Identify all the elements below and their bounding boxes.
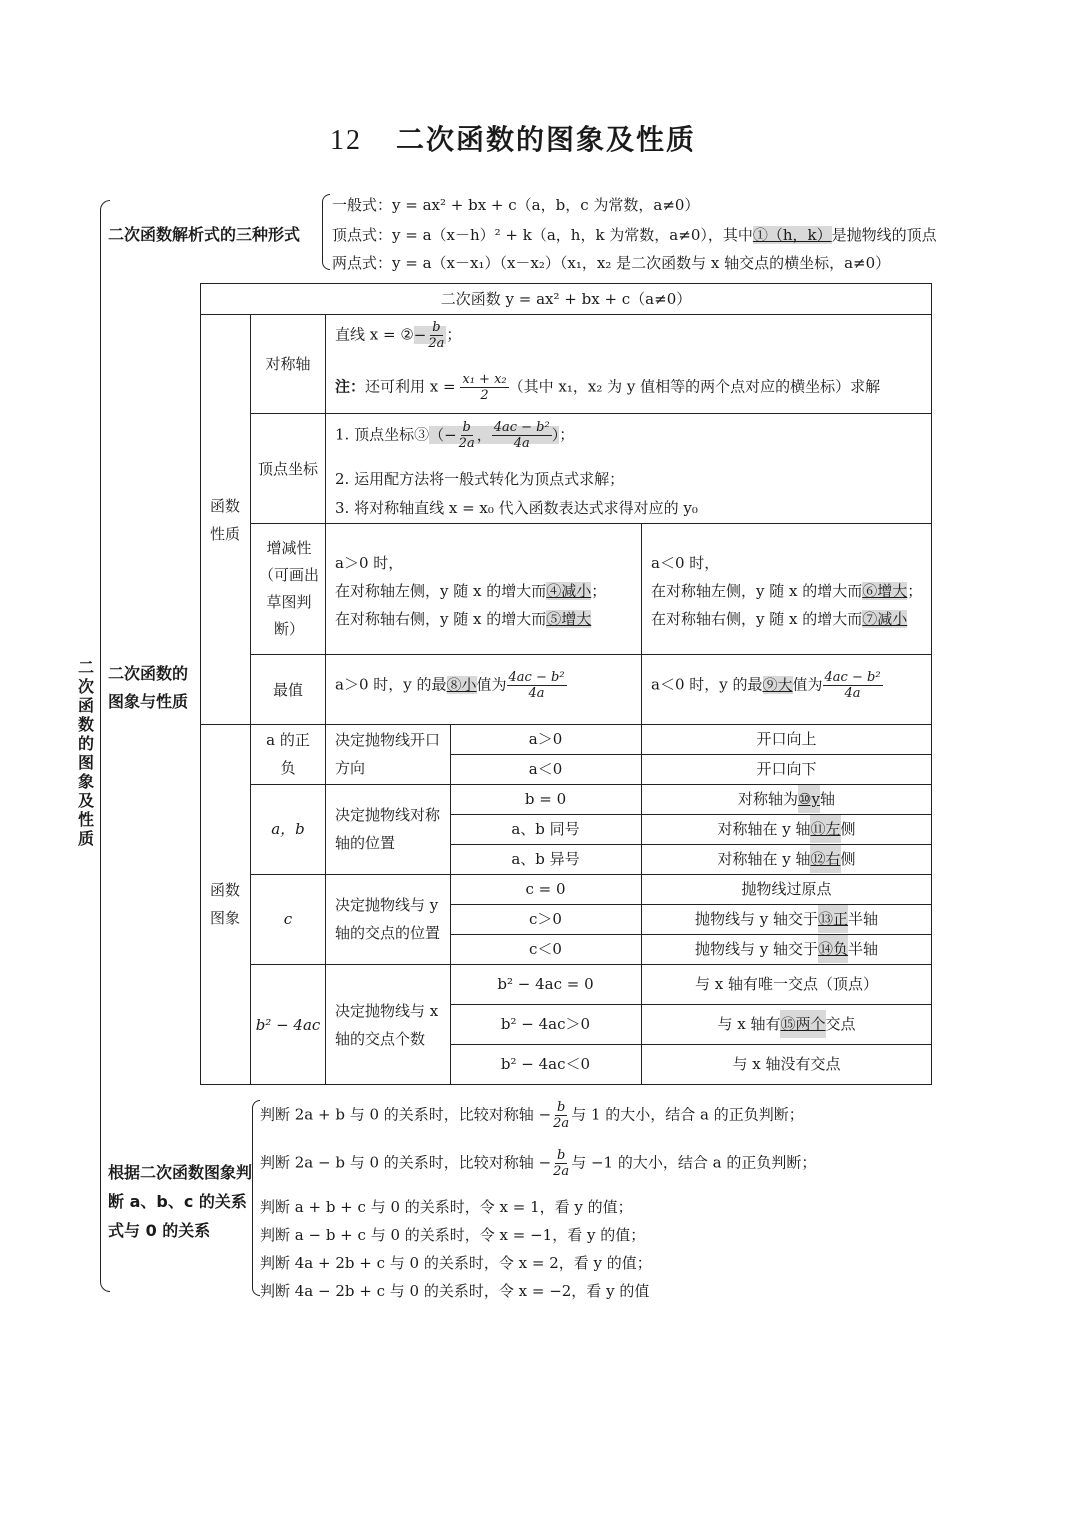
vertex-item2: 2. 运用配方法将一般式转化为顶点式求解； [335,470,625,488]
judge-label: 根据二次函数图象判断 a、b、c 的关系式与 0 的关系 [108,1163,253,1240]
answer-1: ①（h，k） [752,226,832,244]
a-sign-cond-1: a＜0 [528,760,563,778]
disc-label: b² − 4ac [255,1015,321,1034]
c-result-1: 抛物线与 y 轴交于 ⑬正 半轴 [641,904,932,934]
a-sign-label: a 的正负 [266,731,310,777]
forms-brace [322,194,330,270]
vertex-item3: 3. 将对称轴直线 x = x₀ 代入函数表达式求得对应的 y₀ [335,499,698,517]
answer-6: ⑥增大 [862,582,908,600]
disc-result-1: 与 x 轴有 ⑮两个 交点 [641,1004,932,1044]
graph-group-label: 函数图象 [209,881,240,927]
a-sign-cond-0: a＞0 [528,730,563,748]
a-sign-result-1: 开口向下 [756,760,817,778]
judge-line3: 判断 a + b + c 与 0 的关系时，令 x = 1，看 y 的值； [260,1198,633,1216]
answer-5: ⑤增大 [546,610,592,628]
ab-cond-1: a、b 同号 [511,820,580,838]
ab-desc: 决定抛物线对称轴的位置 [335,806,441,852]
title-number: 12 [330,125,362,156]
mono-neg-right: 在对称轴右侧，y 随 x 的增大而⑦减小 [651,610,908,628]
judge-brace [252,1100,260,1296]
answer-4: ④减小 [546,582,592,600]
forms-label: 二次函数解析式的三种形式 [108,225,301,244]
section2-label: 二次函数的图象与性质 [108,664,189,711]
disc-cond-1: b² − 4ac＞0 [500,1015,591,1033]
mono-neg-left: 在对称轴左侧，y 随 x 的增大而⑥增大； [651,582,923,600]
table-header: 二次函数 y = ax² + bx + c（a≠0） [440,290,692,308]
c-desc: 决定抛物线与 y 轴的交点的位置 [335,896,441,942]
properties-group-label: 函数性质 [209,497,240,543]
c-cond-1: c＞0 [529,910,562,928]
a-sign-result-0: 开口向上 [756,730,817,748]
answer-9: ⑨大 [762,675,793,694]
intercept-form: 两点式：y = a（x－x₁）（x－x₂）（x₁，x₂ 是二次函数与 x 轴交点的横坐标，a≠0） [332,254,891,272]
main-label: 二次函数的图象及性质 [77,658,94,848]
answer-2: − $\frac{b}{2a}$ [413,320,445,351]
ab-result-2: 对称轴在 y 轴 ⑫右 侧 [641,844,932,874]
c-cond-2: c＜0 [529,940,562,958]
judge-line2: 判断 2a − b 与 0 的关系时，比较对称轴 − $\frac{b}{2a}$ 与 −1 的大小，结合 a 的正负判断； [260,1148,817,1179]
vertex-item1: 1. 顶点坐标③（− $\frac{b}{2a}$ ， $\frac{\text{4ac − b²}}{4a}$ ）； [335,420,575,451]
axis-line1: 直线 x = ②− $\frac{b}{2a}$ ； [335,320,462,351]
mono-pos-cond: a＞0 时， [335,554,404,572]
vertex-form-tail: 是抛物线的顶点 [831,226,937,244]
extreme-neg: a＜0 时，y 的最⑨大值为 $\frac{\text{4ac − b²}}{4a}$ [651,670,881,701]
vertex-form [332,224,937,245]
vertex-form-text: 顶点式：y = a（x－h）² + k（a，h，k 为常数，a≠0），其中 [332,226,753,244]
monotonic-label: 增减性（可画出草图判断） [258,539,319,638]
axis-note: 注：还可利用 x = $\frac{\text{x₁ + x₂}}{2}$ （其中 x₁，x₂ 为 y 值相等的两个点对应的横坐标）求解 [335,372,881,403]
note-label: 注： [335,377,366,396]
c-result-0: 抛物线过原点 [741,880,832,898]
disc-result-2: 与 x 轴没有交点 [732,1055,841,1073]
ab-cond-2: a、b 异号 [511,850,580,868]
c-result-2: 抛物线与 y 轴交于 ⑭负 半轴 [641,934,932,964]
mono-pos-left: 在对称轴左侧，y 随 x 的增大而④减小； [335,582,607,600]
axis-label: 对称轴 [265,354,311,373]
ab-result-0: 对称轴为 ⑩y 轴 [641,784,932,814]
ab-result-1: 对称轴在 y 轴 ⑪左 侧 [641,814,932,844]
disc-desc: 决定抛物线与 x 轴的交点个数 [335,1001,439,1048]
judge-line4: 判断 a − b + c 与 0 的关系时，令 x = −1，看 y 的值； [260,1226,646,1244]
a-sign-desc: 决定抛物线开口方向 [335,731,441,777]
c-label: c [283,910,293,928]
answer-8: ⑧小 [446,675,477,694]
ab-cond-0: b = 0 [524,790,567,808]
disc-result-0: 与 x 轴有唯一交点（顶点） [695,975,878,993]
judge-line5: 判断 4a + 2b + c 与 0 的关系时，令 x = 2，看 y 的值； [260,1254,652,1272]
disc-cond-0: b² − 4ac = 0 [497,975,594,993]
general-form: 一般式：y = ax² + bx + c（a，b，c 为常数，a≠0） [332,196,700,214]
mono-neg-cond: a＜0 时， [651,554,720,572]
mono-pos-right: 在对称轴右侧，y 随 x 的增大而⑤增大 [335,610,592,628]
outer-brace [100,200,110,1292]
answer-3: （− $\frac{b}{2a}$ ， $\frac{\text{4ac − b²}}{4a}$ ） [429,420,560,451]
disc-cond-2: b² − 4ac＜0 [500,1055,591,1073]
extreme-pos: a＞0 时，y 的最⑧小值为 $\frac{\text{4ac − b²}}{4a}$ [335,670,565,701]
extreme-label: 最值 [272,680,303,699]
answer-14: ⑭负 [818,935,848,963]
ab-label: a，b [271,820,305,838]
title-text: 二次函数的图象及性质 [396,125,697,156]
answer-11: ⑪左 [810,815,840,843]
answer-13: ⑬正 [818,905,848,933]
answer-7: ⑦减小 [862,610,908,628]
answer-10: ⑩y [798,785,820,813]
c-cond-0: c = 0 [525,880,566,898]
judge-line1: 判断 2a + b 与 0 的关系时，比较对称轴 − $\frac{b}{2a}$ 与 1 的大小，结合 a 的正负判断； [260,1100,804,1131]
judge-line6: 判断 4a − 2b + c 与 0 的关系时，令 x = −2，看 y 的值 [260,1282,650,1300]
answer-15: ⑮两个 [780,1010,825,1038]
answer-12: ⑫右 [810,845,840,873]
page-title [330,118,696,158]
vertex-label: 顶点坐标 [257,459,318,478]
